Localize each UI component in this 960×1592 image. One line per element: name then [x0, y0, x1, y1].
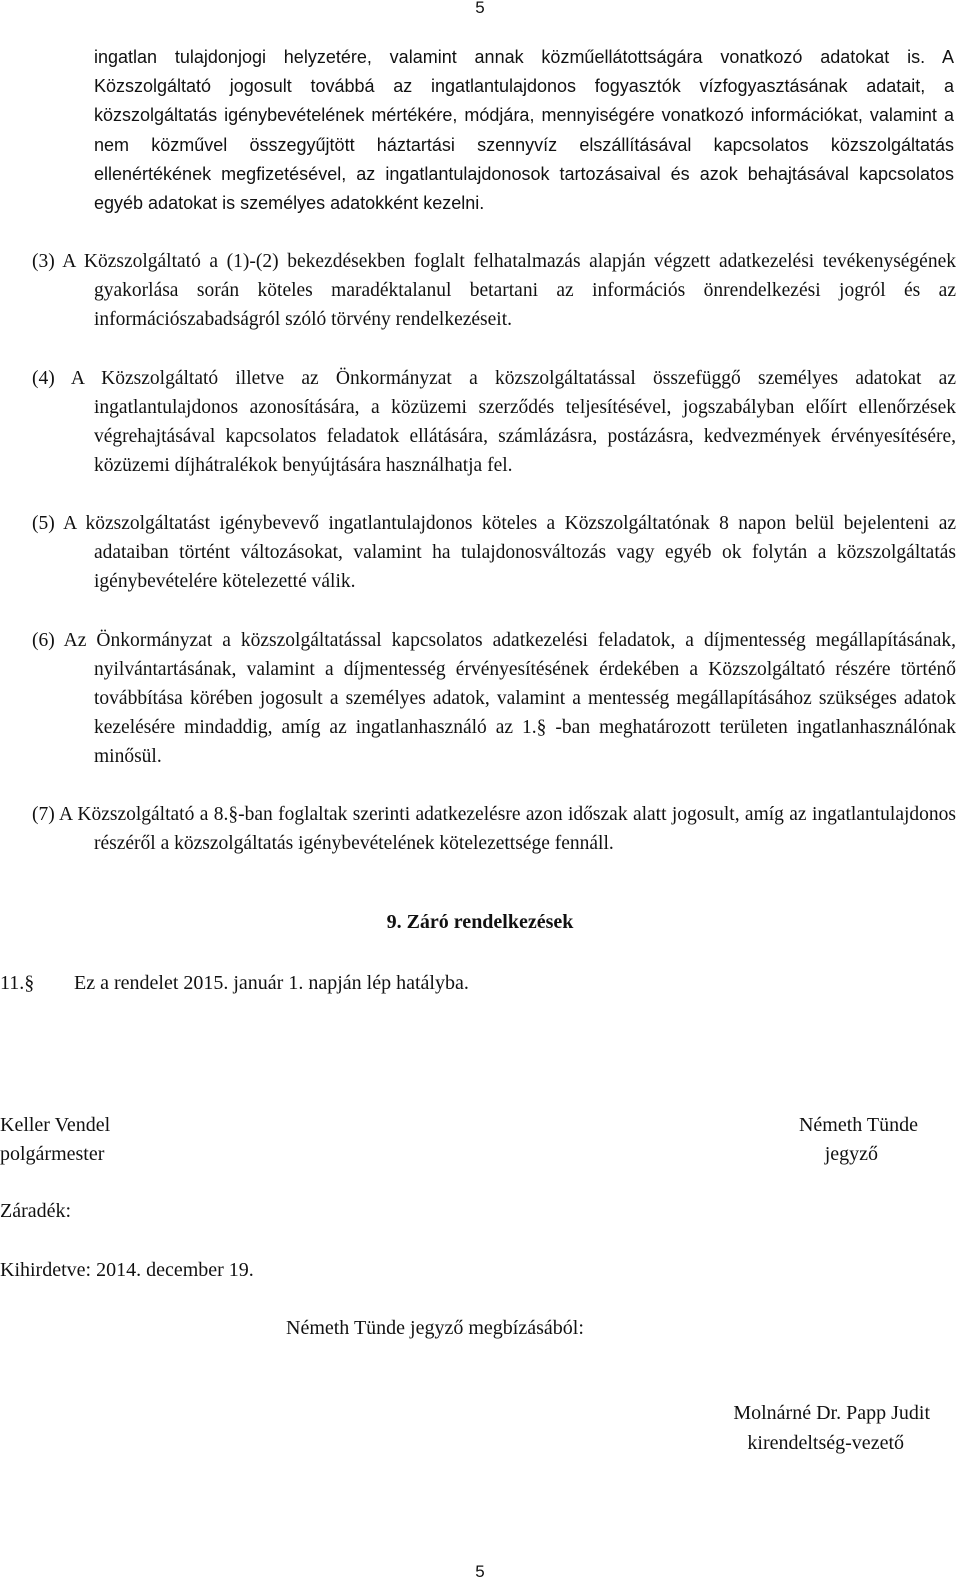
on-behalf-line: Németh Tünde jegyző megbízásából: — [286, 1317, 584, 1339]
mayor-title: polgármester — [0, 1143, 105, 1165]
announcement-date: Kihirdetve: 2014. december 19. — [0, 1259, 254, 1281]
notary-title: jegyző — [824, 1143, 878, 1165]
clause-label: Záradék: — [0, 1200, 72, 1222]
section-title: 9. Záró rendelkezések — [386, 911, 574, 933]
page-number-bottom: 5 — [475, 1562, 485, 1581]
paragraph-4: (4) A Közszolgáltató illetve az Önkormányzat a közszolgáltatással összefüggő személyes adatokat az ingatlantulajdonos azonosítására, a közüzemi szerződés teljesítésével, jogszabályban előírt ellenőrzések végrehajtásával kapcsolatos feladatok ellátására, számlázásra, postázásra, kedvezmények érvényesítésére, közüzemi díjhátralékok benyújtására használhatja fel. — [32, 368, 956, 476]
intro-paragraph: ingatlan tulajdonjogi helyzetére, valamint annak közműellátottságára vonatkozó adatokat is. A Közszolgáltató jogosult továbbá az ingatlantulajdonos fogyasztók vízfogyasztásának adatait, a közszolgáltatás igénybevételének mértékére, módjára, mennyiségére vonatkozó információkat, valamint a nem közművel összegyűjtött háztartási szennyvíz elszállításával kapcsolatos közszolgáltatás ellenértékének megfizetésével, az ingatlantulajdonosok tartozásaival és azok behajtásával kapcsolatos egyéb adatokat is személyes adatokként kezelni. — [94, 47, 954, 214]
article-number: 11.§ — [0, 972, 35, 994]
notary-name: Németh Tünde — [798, 1114, 918, 1136]
paragraph-6: (6) Az Önkormányzat a közszolgáltatással kapcsolatos adatkezelési feladatok, a díjmentesség megállapításának, nyilvántartásának, valamint a díjmentesség érvényesítésének érdekében a Közszolgáltató részére történő továbbítása körében jogosult a személyes adatok, valamint a mentesség megállapításához szükséges adatok kezelésére mindaddig, amíg az ingatlanhasználó az 1.§ -ban meghatározott területen ingatlanhasználónak minősül. — [32, 630, 956, 767]
deputy-title: kirendeltség-vezető — [747, 1432, 904, 1454]
mayor-name: Keller Vendel — [0, 1114, 111, 1136]
article-text: Ez a rendelet 2015. január 1. napján lép hatályba. — [74, 972, 469, 994]
paragraph-7: (7) A Közszolgáltató a 8.§-ban foglaltak szerinti adatkezelésre azon időszak alatt jogosult, amíg az ingatlantulajdonos részéről a közszolgáltatás igénybevételének kötelezettsége fennáll. — [32, 804, 956, 854]
page-number-top: 5 — [475, 0, 485, 17]
deputy-name: Molnárné Dr. Papp Judit — [733, 1402, 930, 1424]
paragraph-5: (5) A közszolgáltatást igénybevevő ingatlantulajdonos köteles a Közszolgáltatónak 8 napon belül bejelenteni az adataiban történt változásokat, valamint ha tulajdonosváltozás vagy egyéb ok folytán a közszolgáltatás igénybevételére kötelezetté válik. — [32, 513, 956, 592]
paragraph-3: (3) A Közszolgáltató a (1)-(2) bekezdésekben foglalt felhatalmazás alapján végzett adatkezelési tevékenységének gyakorlása során köteles maradéktalanul betartani az információs önrendelkezési jogról és az információszabadságról szóló törvény rendelkezéseit. — [32, 251, 956, 330]
